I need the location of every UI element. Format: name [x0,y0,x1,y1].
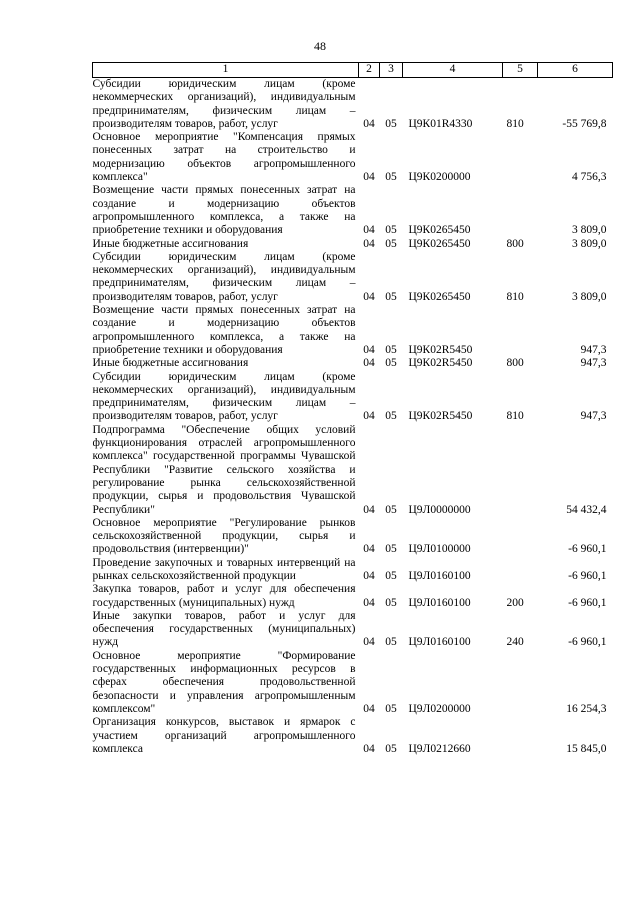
row-name: Основное мероприятие "Компенсация прямых понесенных затрат на строительство и модернизацию объектов агропромышленного комплекса" [92,131,356,184]
table-row [93,371,613,424]
row-section: 04 [363,343,375,356]
row-section: 04 [363,636,375,649]
row-amount: 16 254,3 [566,702,607,715]
table-row [93,304,613,357]
row-subsection: 05 [385,742,397,755]
row-target-article: Ц9К02R5450 [408,410,473,423]
table-row [93,131,613,184]
row-target-article: Ц9К0200000 [408,171,471,184]
row-section: 04 [363,702,375,715]
row-expense-type: 800 [506,237,524,250]
row-amount: 54 432,4 [566,503,607,516]
row-subsection: 05 [385,702,397,715]
row-name: Иные закупки товаров, работ и услуг для обеспечения государственных (муниципальных) нужд [92,609,356,649]
budget-table [92,62,613,756]
header-cell: 3 [380,63,403,78]
row-section: 04 [363,171,375,184]
row-section: 04 [363,357,375,370]
row-name: Основное мероприятие "Регулирование рынков сельскохозяйственной продукции, сырья и продовольствия (интервенции)" [92,516,356,556]
table-row [93,583,613,610]
row-expense-type [503,517,538,557]
row-amount: 947,3 [580,357,607,370]
row-name: Возмещение части прямых понесенных затрат на создание и модернизацию объектов агропромышленного комплекса, а также на приобретение техники и оборудования [92,304,356,356]
row-expense-type [503,716,538,756]
row-amount: 3 809,0 [572,237,607,250]
row-expense-type: 240 [506,636,524,649]
table-row [93,357,613,370]
row-amount: -6 960,1 [568,569,607,582]
row-expense-type [503,184,538,237]
row-target-article: Ц9Л0160100 [408,636,471,649]
row-subsection: 05 [385,569,397,582]
row-section: 04 [363,543,375,556]
row-subsection: 05 [385,357,397,370]
row-section: 04 [363,569,375,582]
row-subsection: 05 [385,237,397,250]
row-target-article: Ц9Л0160100 [408,569,471,582]
row-name: Субсидии юридическим лицам (кроме некоммерческих организаций), индивидуальным предпринимателям, физическим лицам – производителям товаров, работ, услуг [92,250,356,303]
row-section: 04 [363,596,375,609]
row-subsection: 05 [385,171,397,184]
row-name: Подпрограмма "Обеспечение общих условий функционирования отраслей агропромышленного комплекса" государственной программы Чувашской Республики "Развитие сельского хозяйства и регулирование рынка сельскохозяйственной продукции, сырья и продовольствия Чувашской Республики" [92,423,356,516]
row-name: Иные бюджетные ассигнования [92,237,249,250]
row-expense-type: 800 [506,357,524,370]
row-section: 04 [363,237,375,250]
row-amount: 15 845,0 [566,742,607,755]
row-amount: 3 809,0 [572,290,607,303]
row-amount: 3 809,0 [572,224,607,237]
header-cell: 6 [538,63,613,78]
table-row [93,184,613,237]
row-section: 04 [363,503,375,516]
row-subsection: 05 [385,117,397,130]
row-target-article: Ц9Л0212660 [408,742,471,755]
row-expense-type [503,424,538,517]
row-name: Закупка товаров, работ и услуг для обеспечения государственных (муниципальных) нужд [92,583,356,609]
row-subsection: 05 [385,410,397,423]
row-amount: 4 756,3 [572,171,607,184]
row-name: Организация конкурсов, выставок и ярмарок с участием организаций агропромышленного комплекса [92,716,356,755]
row-amount: -6 960,1 [568,596,607,609]
row-expense-type: 810 [506,117,524,130]
header-cell: 1 [93,63,359,78]
row-amount: 947,3 [580,343,607,356]
table-row [93,78,613,132]
row-target-article: Ц9К02R5450 [408,357,473,370]
row-subsection: 05 [385,290,397,303]
row-name: Иные бюджетные ассигнования [92,357,249,370]
row-amount: -6 960,1 [568,636,607,649]
row-target-article: Ц9К01R4330 [408,117,473,130]
header-cell: 5 [503,63,538,78]
row-amount: 947,3 [580,410,607,423]
row-name: Субсидии юридическим лицам (кроме некоммерческих организаций), индивидуальным предпринимателям, физическим лицам – производителям товаров, работ, услуг [92,370,356,423]
table-row [93,650,613,716]
row-name: Субсидии юридическим лицам (кроме некоммерческих организаций), индивидуальным предпринимателям, физическим лицам – производителям товаров, работ, услуг [92,78,356,130]
row-expense-type: 200 [506,596,524,609]
table-row [93,238,613,251]
row-subsection: 05 [385,343,397,356]
table-row [93,610,613,650]
row-section: 04 [363,290,375,303]
row-subsection: 05 [385,543,397,556]
row-amount: -6 960,1 [568,543,607,556]
row-target-article: Ц9К0265450 [408,237,471,250]
page-number: 48 [314,39,326,53]
row-name: Возмещение части прямых понесенных затрат на создание и модернизацию объектов агропромышленного комплекса, а также на приобретение техники и оборудования [92,184,356,237]
row-subsection: 05 [385,596,397,609]
row-expense-type [503,304,538,357]
table-row [93,517,613,557]
row-target-article: Ц9Л0000000 [408,503,471,516]
row-target-article: Ц9К02R5450 [408,343,473,356]
header-cell: 2 [359,63,380,78]
row-subsection: 05 [385,636,397,649]
row-subsection: 05 [385,224,397,237]
table-row [93,251,613,304]
row-expense-type [503,131,538,184]
header-cell: 4 [403,63,503,78]
row-target-article: Ц9К0265450 [408,224,471,237]
row-section: 04 [363,117,375,130]
table-row [93,716,613,756]
table-header-row [93,63,613,78]
row-name: Проведение закупочных и товарных интервенций на рынках сельскохозяйственной продукции [92,556,356,582]
row-target-article: Ц9К0265450 [408,290,471,303]
row-target-article: Ц9Л0100000 [408,543,471,556]
table-row [93,557,613,584]
row-section: 04 [363,224,375,237]
row-expense-type: 810 [506,290,524,303]
row-section: 04 [363,410,375,423]
row-amount: -55 769,8 [562,117,607,130]
row-target-article: Ц9Л0200000 [408,702,471,715]
row-subsection: 05 [385,503,397,516]
row-name: Основное мероприятие "Формирование государственных информационных ресурсов в сферах обеспечения продовольственной безопасности и управления агропромышленным комплексом" [92,649,356,715]
row-section: 04 [363,742,375,755]
row-target-article: Ц9Л0160100 [408,596,471,609]
row-expense-type: 810 [506,410,524,423]
row-expense-type [503,650,538,716]
row-expense-type [503,557,538,584]
table-row [93,424,613,517]
